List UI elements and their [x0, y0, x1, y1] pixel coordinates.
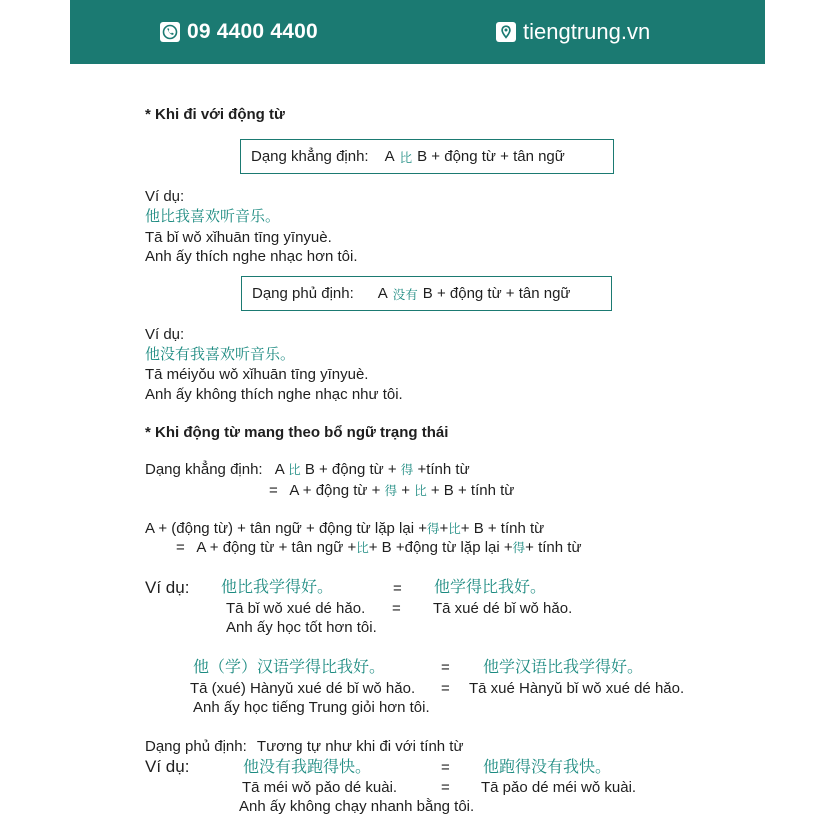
f2-line1	[145, 519, 544, 538]
f1-line2	[269, 481, 514, 500]
phone-icon	[160, 22, 180, 42]
section1-title: * Khi đi với động từ	[145, 106, 285, 123]
neg-cn: 没有	[392, 286, 418, 302]
neg-formula-box	[241, 276, 612, 311]
neg2-pinyin-right: Tā pǎo dé méi wǒ kuài.	[481, 779, 637, 796]
neg2-eq: =	[441, 759, 450, 776]
ex1-pinyin: Tā bǐ wǒ xǐhuān tīng yīnyuè.	[145, 229, 332, 246]
ex4-viet: Anh ấy học tiếng Trung giỏi hơn tôi.	[193, 699, 430, 716]
affirm-a: A	[384, 148, 395, 165]
f1-l1-cn2: 得	[400, 462, 414, 477]
f1-l2-a: = A + động từ +	[269, 482, 381, 499]
ex3-pinyin-left: Tā bǐ wǒ xué dé hǎo.	[226, 600, 366, 617]
ex3-viet: Anh ấy học tốt hơn tôi.	[226, 619, 377, 636]
f2-l1-cn1: 得	[426, 521, 440, 536]
f2-l1-a: A + (động từ) + tân ngữ + động từ lặp lại +	[145, 520, 427, 537]
f1-l1-cn1: 比	[288, 462, 301, 477]
neg2-eq2: =	[441, 779, 450, 796]
neg2-line	[145, 737, 464, 756]
f1-l1-c: +tính từ	[417, 461, 470, 478]
affirm-cn: 比	[399, 149, 413, 165]
neg2-ex-label: Ví dụ:	[145, 757, 190, 776]
phone-number: 09 4400 4400	[187, 20, 318, 43]
ex4-hanzi-right: 他学汉语比我学得好。	[483, 657, 644, 676]
f1-l1-b: B + động từ +	[304, 461, 397, 478]
ex1-hanzi: 他比我喜欢听音乐。	[145, 207, 281, 225]
f2-l2-b: + B +động từ lặp lại +	[368, 539, 513, 556]
f2-l1-c: + B + tính từ	[460, 520, 545, 537]
f1-l2-cn2: 比	[414, 483, 427, 498]
ex3-eq2: =	[392, 600, 401, 617]
f1-label: Dạng khẳng định:	[145, 461, 263, 478]
neg2-pinyin-left: Tā méi wǒ pǎo dé kuài.	[242, 779, 398, 796]
affirm-formula-box	[240, 139, 614, 174]
f1-l2-c: + B + tính từ	[430, 482, 515, 499]
neg2-viet: Anh ấy không chạy nhanh bằng tôi.	[239, 798, 475, 815]
section2-title: * Khi động từ mang theo bổ ngữ trạng thái	[145, 424, 449, 441]
ex3-pinyin-right: Tā xué dé bǐ wǒ hǎo.	[433, 600, 573, 617]
neg-rest: B + động từ + tân ngữ	[422, 285, 571, 302]
header-site[interactable]	[496, 19, 650, 45]
neg2-hanzi-left: 他没有我跑得快。	[243, 757, 372, 776]
f1-l1-a: A	[274, 461, 284, 478]
site-name: tiengtrung.vn	[523, 19, 651, 44]
neg2-hanzi-right: 他跑得没有我快。	[483, 757, 612, 776]
affirm-rest: B + động từ + tân ngữ	[417, 148, 565, 165]
f2-l2-a: = A + động từ + tân ngữ +	[176, 539, 357, 556]
f2-l2-cn1: 比	[356, 540, 369, 555]
f1-l2-cn1: 得	[384, 483, 398, 498]
f2-l2-c: + tính từ	[525, 539, 582, 556]
ex4-pinyin-left: Tā (xué) Hànyǔ xué dé bǐ wǒ hǎo.	[190, 680, 416, 697]
ex2-viet: Anh ấy không thích nghe nhạc như tôi.	[145, 386, 403, 403]
location-pin-icon	[496, 22, 516, 42]
f2-l2-cn2: 得	[512, 540, 526, 555]
ex4-eq2: =	[441, 680, 450, 697]
f1-l2-b: +	[401, 482, 411, 499]
ex4-hanzi-left: 他（学）汉语学得比我好。	[193, 657, 386, 676]
ex3-hanzi-left: 他比我学得好。	[221, 577, 334, 596]
neg-a: A	[377, 285, 388, 302]
ex2-label: Ví dụ:	[145, 326, 185, 343]
f1-line1	[145, 460, 470, 479]
neg-label: Dạng phủ định:	[252, 285, 354, 302]
ex1-label: Ví dụ:	[145, 188, 185, 205]
header-phone[interactable]	[160, 19, 318, 45]
ex4-eq: =	[441, 659, 450, 676]
ex1-viet: Anh ấy thích nghe nhạc hơn tôi.	[145, 248, 358, 265]
ex2-pinyin: Tā méiyǒu wǒ xǐhuān tīng yīnyuè.	[145, 366, 369, 383]
f2-l1-b: +	[439, 520, 449, 537]
ex2-hanzi: 他没有我喜欢听音乐。	[145, 345, 296, 363]
neg2-text: Tương tự như khi đi với tính từ	[256, 738, 464, 755]
ex3-hanzi-right: 他学得比我好。	[434, 577, 547, 596]
ex3-label: Ví dụ:	[145, 578, 190, 597]
ex3-eq: =	[393, 580, 402, 597]
neg2-label: Dạng phủ định:	[145, 738, 247, 755]
affirm-label: Dạng khẳng định:	[251, 148, 369, 165]
ex4-pinyin-right: Tā xué Hànyǔ bǐ wǒ xué dé hǎo.	[469, 680, 685, 697]
f2-l1-cn2: 比	[448, 521, 461, 536]
f2-line2	[176, 538, 582, 557]
header-bar	[70, 0, 765, 64]
